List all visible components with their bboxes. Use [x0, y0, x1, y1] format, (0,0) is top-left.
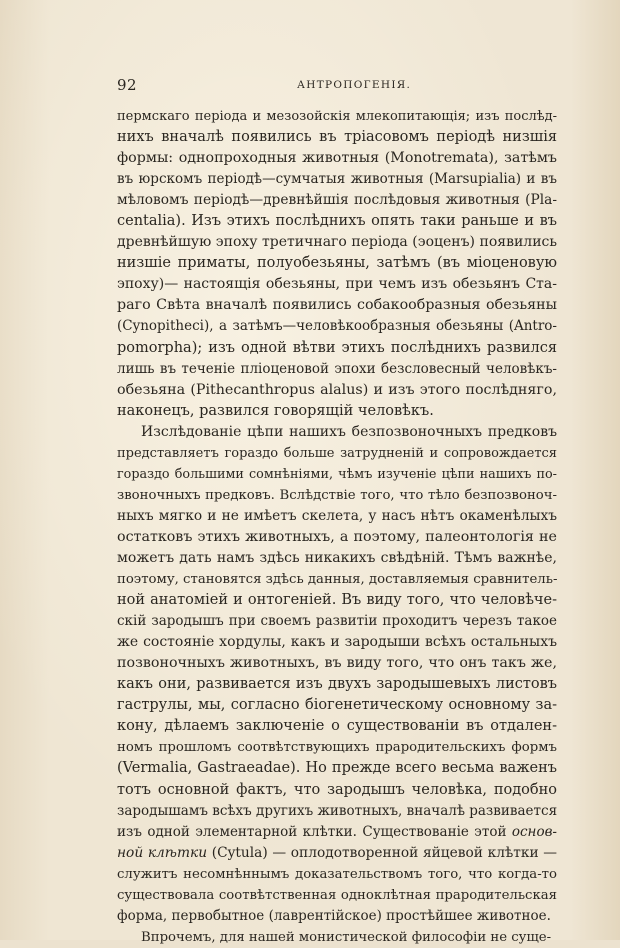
text-line: номъ прошломъ соотвѣтствующихъ прародительскихъ формъ	[117, 740, 557, 756]
page-number: 92	[117, 76, 138, 94]
text-line: представляетъ гораздо больше затрудненій и сопровождается	[117, 445, 557, 461]
paragraph-start-line: Изслѣдованіе цѣпи нашихъ безпозвоночныхъ предковъ	[141, 423, 557, 440]
paragraph-start-line: Впрочемъ, для нашей монистической философіи не суще-	[141, 929, 552, 945]
text-line: формы: однопроходныя животныя (Monotremata), затѣмъ	[117, 150, 557, 167]
text-line: centalia). Изъ этихъ послѣднихъ опять таки раньше и въ	[117, 213, 557, 230]
text-line: тотъ основной фактъ, что зародышъ человѣка, подобно	[117, 781, 557, 798]
text-line: обезьяна (Pithecanthropus alalus) и изъ этого послѣдняго,	[117, 381, 557, 398]
italic-term: основ-	[511, 823, 557, 840]
text-line	[117, 843, 557, 864]
text-line: кону, дѣлаемъ заключеніе о существованіи въ отдален-	[117, 718, 557, 735]
text-line: (Cynopitheci), а затѣмъ—человѣкообразныя обезьяны (Antro-	[117, 318, 557, 335]
text-line: ныхъ мягко и не имѣетъ скелета, у насъ нѣтъ окаменѣлыхъ	[117, 507, 557, 524]
body-text	[117, 106, 557, 948]
text-segment: изъ одной элементарной клѣтки. Существованіе этой	[117, 823, 507, 840]
text-line: же состояніе хордулы, какъ и зародыши всѣхъ остальныхъ	[117, 634, 557, 651]
text-line: ной анатоміей и онтогеніей. Въ виду того, что человѣче-	[117, 592, 557, 609]
text-segment: (Cytula) — оплодотворенной яйцевой клѣтки —	[211, 844, 557, 861]
text-line: въ юрскомъ періодѣ—сумчатыя животныя (Marsupialia) и въ	[117, 171, 557, 188]
text-line: можетъ дать намъ здѣсь никакихъ свѣдѣній. Тѣмъ важнѣе,	[117, 549, 557, 566]
text-line: лишь въ теченіе пліоценовой эпохи безсловесный человѣкъ-	[117, 360, 557, 377]
text-line: существовала соотвѣтственная одноклѣтная прародительская	[117, 887, 557, 903]
text-line: эпоху)— настоящія обезьяны, при чемъ изъ обезьянъ Ста-	[117, 276, 557, 293]
text-line: (Vermalia, Gastraeadae). Но прежде всего весьма важенъ	[117, 760, 557, 777]
text-line: наконецъ, развился говорящій человѣкъ.	[117, 402, 434, 419]
text-line: древнѣйшую эпоху третичнаго періода (эоценъ) появились	[117, 234, 557, 251]
italic-term: ной клѣтки	[117, 844, 208, 861]
text-line: какъ они, развивается изъ двухъ зародышевыхъ листовъ	[117, 676, 557, 693]
text-line	[117, 822, 557, 843]
text-line: мѣловомъ періодѣ—древнѣйшія послѣдовыя животныя (Pla-	[117, 192, 557, 209]
text-line: нихъ вначалѣ появились въ тріасовомъ періодѣ низшія	[117, 129, 557, 146]
text-line: pomorpha); изъ одной вѣтви этихъ послѣднихъ развился	[117, 339, 557, 356]
text-line: скій зародышъ при своемъ развитіи проходитъ черезъ такое	[117, 613, 557, 630]
text-line: гораздо большими сомнѣніями, чѣмъ изученіе цѣпи нашихъ по-	[117, 466, 557, 482]
text-line: низшіе приматы, полуобезьяны, затѣмъ (въ міоценовую	[117, 255, 557, 272]
text-line: гаструлы, мы, согласно біогенетическому основному за-	[117, 697, 557, 714]
text-line: служитъ несомнѣннымъ доказательствомъ того, что когда-то	[117, 866, 557, 882]
text-line: пермскаго періода и мезозойскія млекопитающія; изъ послѣд-	[117, 109, 557, 124]
text-line: звоночныхъ предковъ. Вслѣдствіе того, что тѣло безпозвоноч-	[117, 487, 557, 503]
text-line: поэтому, становятся здѣсь данныя, доставляемыя сравнитель-	[117, 572, 557, 588]
text-line: остатковъ этихъ животныхъ, а поэтому, палеонтологія не	[117, 528, 557, 545]
text-line: форма, первобытное (лаврентійское) простѣйшее животное.	[117, 907, 551, 924]
page-header	[117, 76, 557, 98]
text-line: позвоночныхъ животныхъ, въ виду того, что онъ такъ же,	[117, 655, 557, 672]
text-line: раго Свѣта вначалѣ появились собакообразныя обезьяны	[117, 297, 557, 314]
text-line: зародышамъ всѣхъ другихъ животныхъ, вначалѣ развивается	[117, 802, 557, 819]
running-title: АНТРОПОГЕНІЯ.	[297, 79, 412, 91]
